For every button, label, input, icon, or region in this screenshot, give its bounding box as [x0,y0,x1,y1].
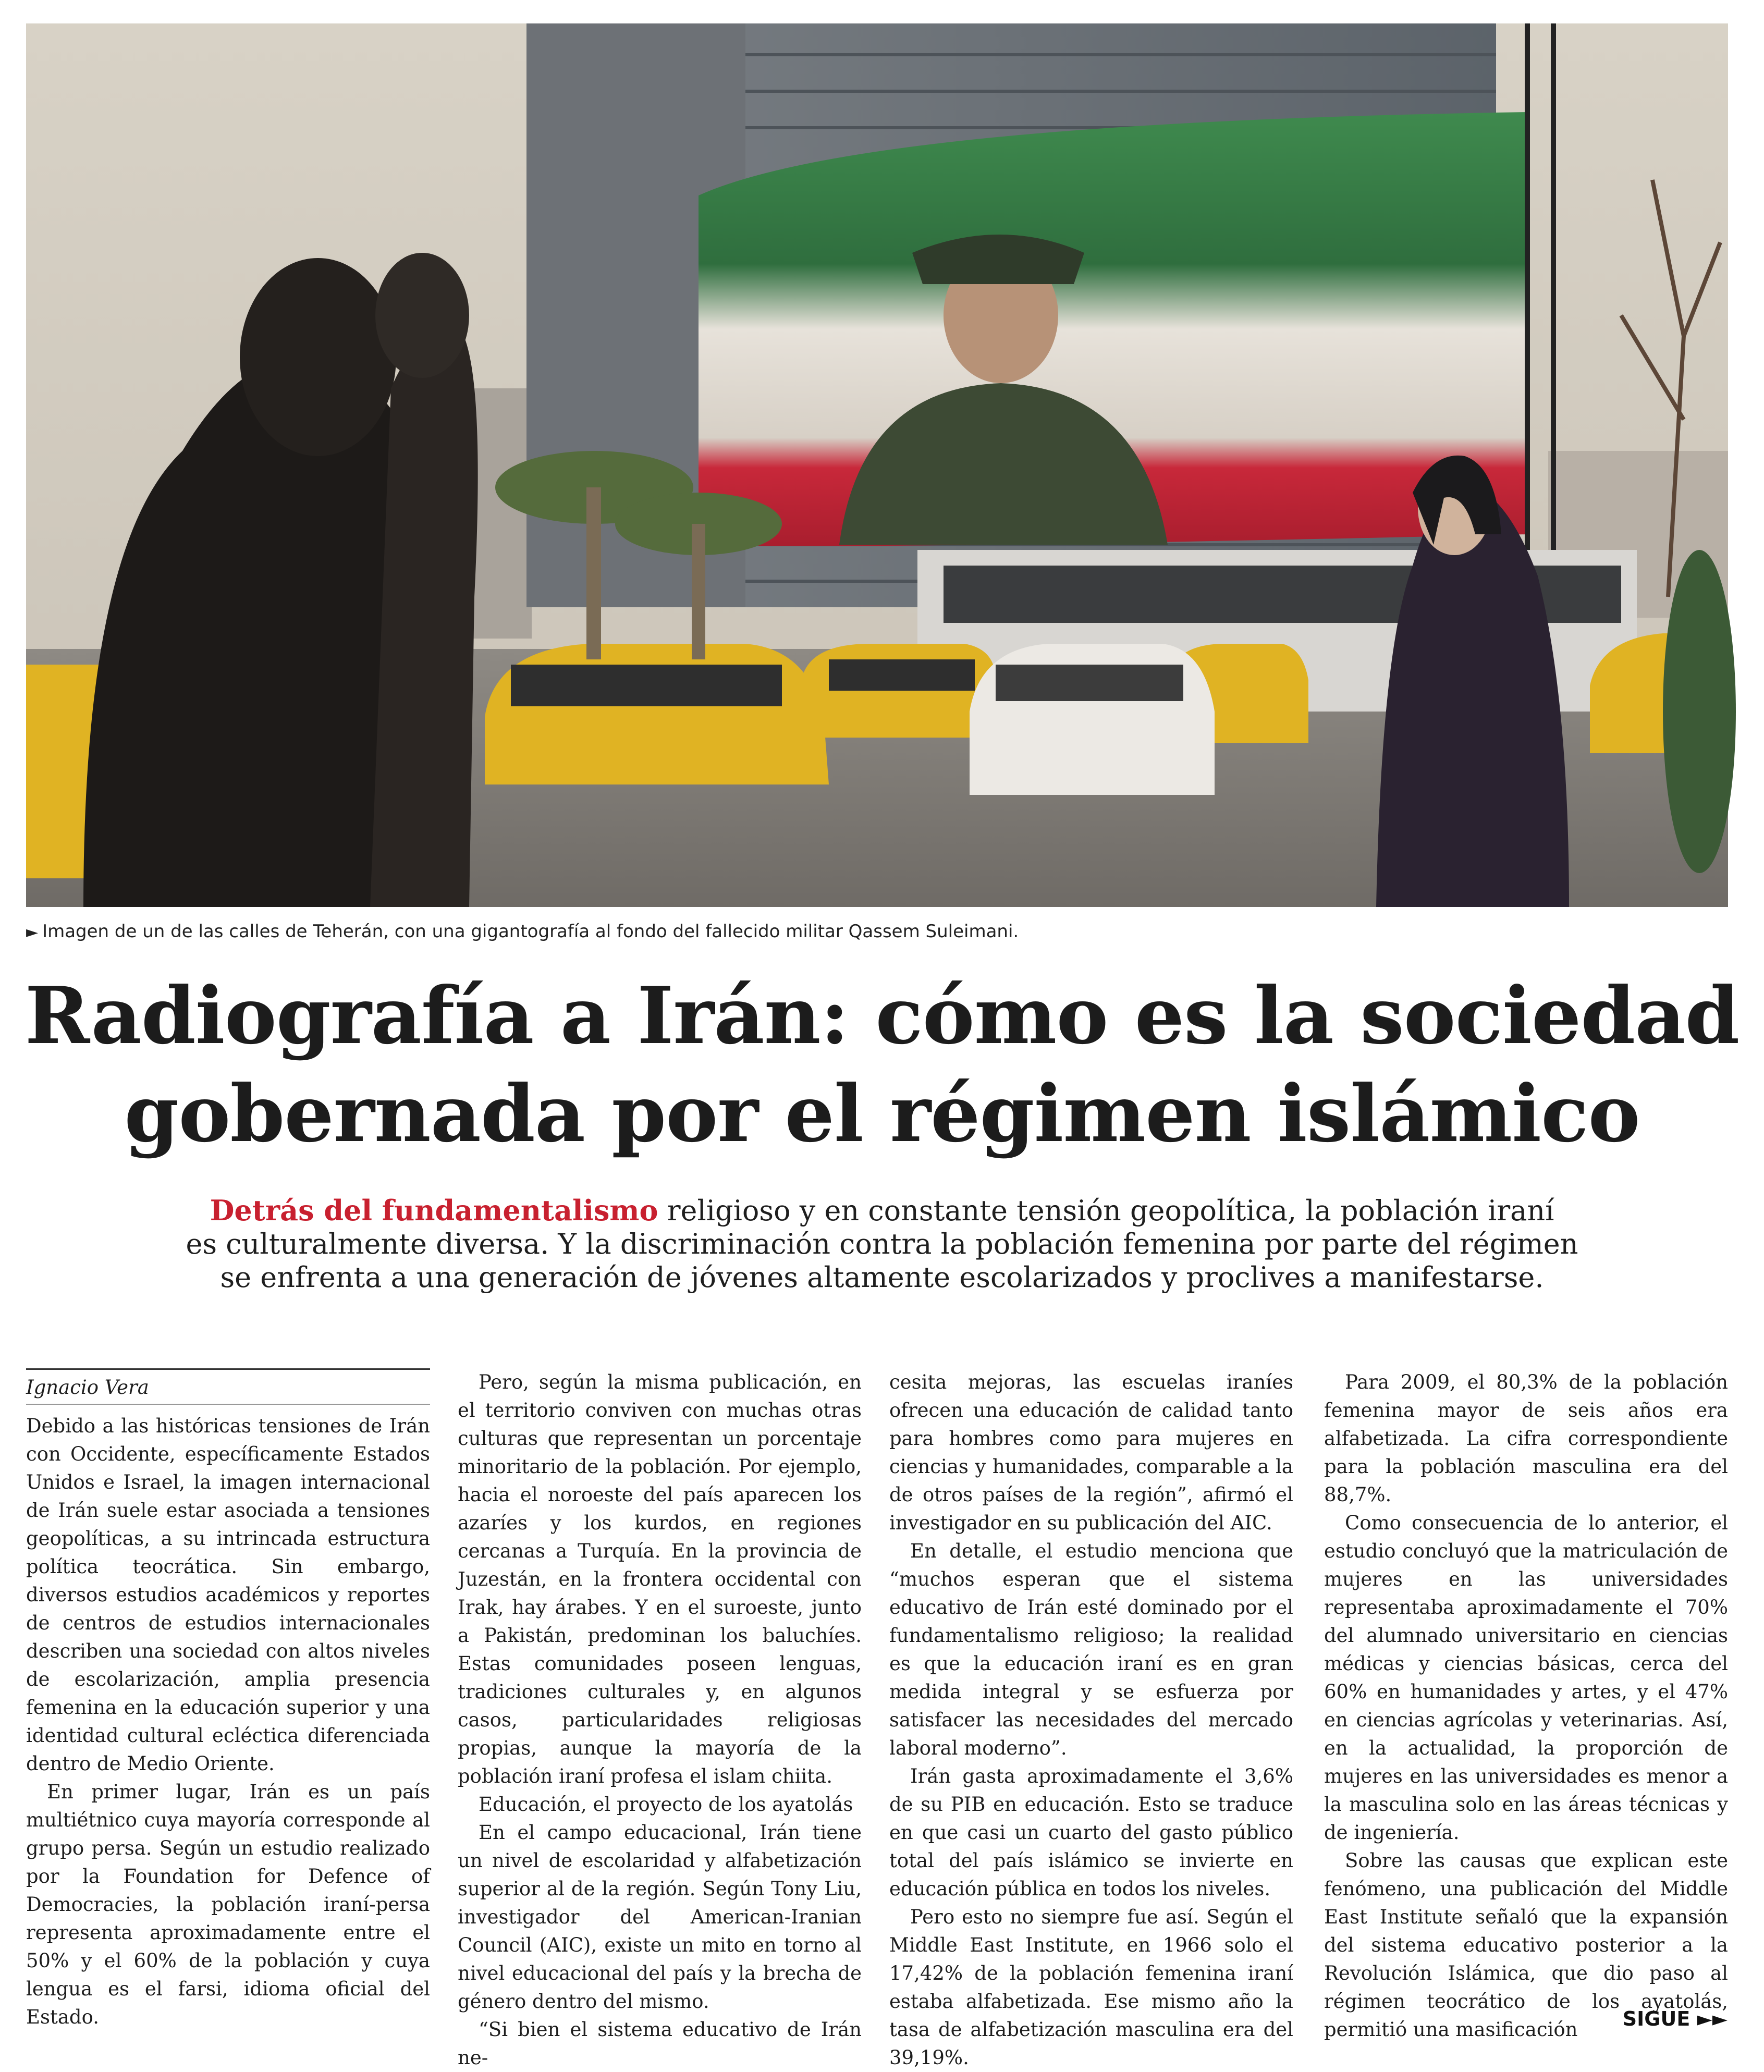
byline: Ignacio Vera [26,1368,430,1405]
paragraph: Pero, según la misma publicación, en el territorio conviven con muchas otras culturas que representan un porcentaje minoritario de la población. Por ejemplo, hacia el noroeste del país aparecen los azaríes y los kurdos, en regiones cercanas a Turquía. En la provincia de Juzestán, en la frontera occidental con Irak, hay árabes. Y en el suroeste, junto a Pakistán, predominan los baluchíes. Estas comunidades poseen lenguas, tradiciones culturales y, en algunos casos, particularidades religiosas propias, aunque la mayoría de la población iraní profesa el islam chiita. [458,1371,862,1787]
photo-caption [26,918,1728,945]
paragraph: Sobre las causas que explican este fenómeno, una publicación del Middle East Institute señaló que la expansión del sistema educativo posterior a la Revolución Islámica, que dio paso al régimen teocrático de los ayatolás, permitió una masificación [1324,1849,1728,2041]
headline-line-2: gobernada por el régimen islámico [124,1068,1640,1160]
article-column-3 [889,1368,1293,2069]
paragraph: Irán gasta aproximadamente el 3,6% de su PIB en educación. Esto se traduce en que casi un cuarto del gasto público total del país islámico se invierte en educación pública en todos los niveles. [889,1765,1293,1900]
paragraph: En primer lugar, Irán es un país multiétnico cuya mayoría corresponde al grupo persa. Según un estudio realizado por la Foundation for Defence of Democracies, la población iraní-persa representa aproximadamente entre el 50% y el 60% de la población y cuya lengua es el farsi, idioma oficial del Estado. [26,1781,430,2028]
lead-photo [26,23,1728,907]
subheading: Educación, el proyecto de los ayatolás [479,1793,853,1816]
paragraph: “Si bien el sistema educativo de Irán ne- [458,2018,862,2069]
paragraph: Pero esto no siempre fue así. Según el Middle East Institute, en 1966 solo el 17,42% de la población femenina iraní estaba alfabetizada. Ese mismo año la tasa de alfabetización masculina era del 39,19%. [889,1906,1293,2069]
standfirst-line-3: se enfrenta a una generación de jóvenes altamente escolarizados y proclives a manifestarse. [220,1261,1544,1294]
article-column-1 [26,1368,430,2028]
tehran-street-photo [26,23,1728,907]
paragraph: Debido a las históricas tensiones de Irán con Occidente, específicamente Estados Unidos e Israel, la imagen internacional de Irán suele estar asociada a tensiones geopolíticas, a su intrincada estructura política teocrática. Sin embargo, diversos estudios académicos y reportes de centros de estudios internacionales describen una sociedad con altos niveles de escolarización, amplia presencia femenina en la educación superior y una identidad cultural ecléctica diferenciada dentro de Medio Oriente. [26,1415,430,1775]
headline-line-1: Radiografía a Irán: cómo es la sociedad [24,970,1740,1062]
standfirst-line-2: es culturalmente diversa. Y la discriminación contra la población femenina por parte del régimen [186,1228,1578,1260]
standfirst-lead: Detrás del fundamentalismo [210,1194,658,1227]
paragraph: En el campo educacional, Irán tiene un nivel de escolaridad y alfabetización superior al de la región. Según Tony Liu, investigador del American-Iranian Council (AIC), existe un mito en torno al nivel educacional del país y la brecha de género dentro del mismo. [458,1821,862,2013]
continue-label: SIGUE ►► [1622,2007,1728,2030]
paragraph: cesita mejoras, las escuelas iraníes ofrecen una educación de calidad tanto para hombres como para mujeres en ciencias y humanidades, comparable a la de otros países de la región”, afirmó el investigador en su publicación del AIC. [889,1371,1293,1534]
caption-triangle-icon: ► [26,923,39,941]
article-column-2 [458,1368,862,2069]
standfirst-line-1 [156,1194,1608,1228]
headline [0,967,1764,1163]
standfirst-line-1-rest: religioso y en constante tensión geopolítica, la población iraní [658,1194,1554,1227]
caption-text: Imagen de un de las calles de Teherán, con una gigantografía al fondo del fallecido militar Qassem Suleimani. [42,921,1019,942]
paragraph: Como consecuencia de lo anterior, el estudio concluyó que la matriculación de mujeres en las universidades representaba aproximadamente el 70% del alumnado universitario en ciencias médicas y ciencias básicas, cerca del 60% en humanidades y artes, y el 47% en ciencias agrícolas y veterinarias. Así, en la actualidad, la proporción de mujeres en las universidades es menor a la masculina solo en las áreas técnicas y de ingeniería. [1324,1512,1728,1844]
paragraph: Para 2009, el 80,3% de la población femenina mayor de seis años era alfabetizada. La cifra correspondiente para la población masculina era del 88,7%. [1324,1371,1728,1506]
standfirst [156,1194,1608,1294]
article-column-4 [1324,1368,1728,2041]
paragraph: En detalle, el estudio menciona que “muchos esperan que el sistema educativo de Irán esté dominado por el fundamentalismo religioso; la realidad es que la educación iraní es en gran medida integral y se esfuerza por satisfacer las necesidades del mercado laboral moderno”. [889,1540,1293,1759]
